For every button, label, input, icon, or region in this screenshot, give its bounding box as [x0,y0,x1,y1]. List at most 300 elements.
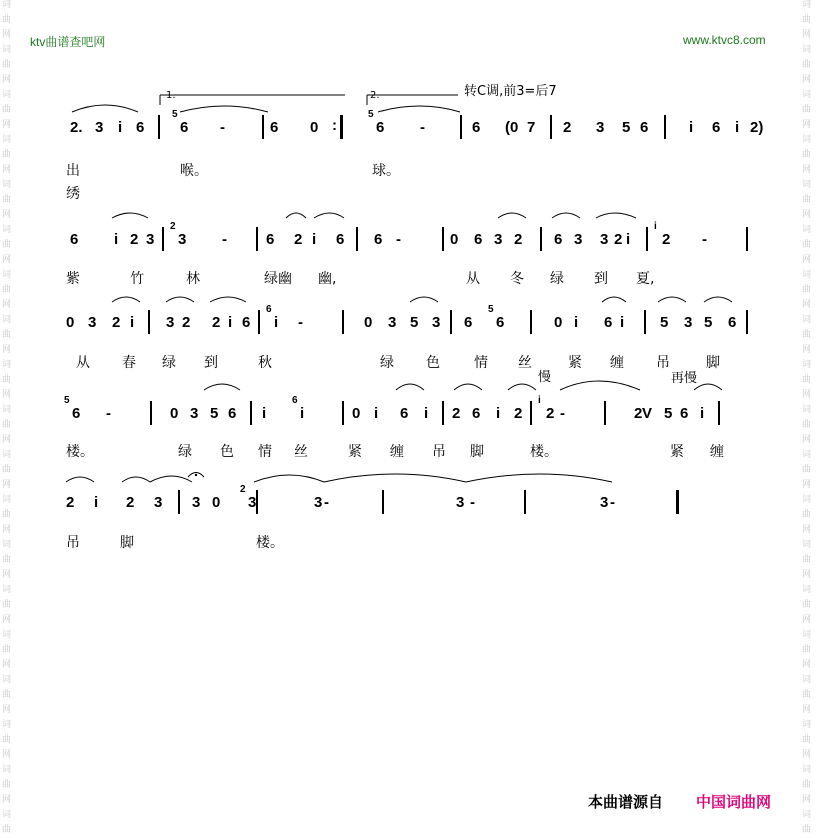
watermark-char: 词 [802,450,812,460]
slur [204,384,240,390]
note: 6 [474,231,483,248]
watermark-char: 词 [802,135,812,145]
note: 3 [154,494,163,511]
note: 2 [212,314,221,331]
note: 6 [472,119,481,136]
note: 3 [88,314,97,331]
note: 6 [70,231,79,248]
watermark-char: 曲 [802,465,812,475]
lyric: 吊 [432,444,446,460]
watermark-char: 网 [802,120,812,130]
note: 5 [622,119,631,136]
barline [262,115,264,139]
dash: - [420,119,425,136]
note: 6 [464,314,473,331]
note: 2 [546,405,555,422]
watermark-char: 网 [802,345,812,355]
watermark-char: 曲 [2,600,12,610]
slur [596,213,636,218]
watermark-char: 词 [2,45,12,55]
note: 3 [146,231,155,248]
grace-note: 6 [266,304,272,315]
watermark-char: 网 [2,30,12,40]
watermark-char: 词 [802,45,812,55]
note: 6 [270,119,279,136]
lyric: 绣 [66,186,80,202]
note: 3 [684,314,693,331]
barline [450,310,452,334]
slur [72,105,138,112]
watermark-char: 词 [802,585,812,595]
grace-note: 2 [240,484,246,495]
note: i [626,231,631,248]
note: i [424,405,429,422]
note: i [300,405,305,422]
barline [530,310,532,334]
lyric: 缠 [610,355,624,371]
barline [342,310,344,334]
header-left-site: ktv曲谱查吧网 [30,35,106,49]
volta-first: 1. [166,90,176,101]
watermark-char: 词 [802,765,812,775]
note: i [114,231,119,248]
slur [694,384,722,390]
watermark-char: 词 [802,90,812,100]
lyric: 幽, [318,271,337,287]
note: i [496,405,501,422]
watermark-char: 网 [2,435,12,445]
grace-note: 5 [488,304,494,315]
watermark-char: 词 [802,270,812,280]
dash: - [106,405,111,422]
slur [658,297,686,302]
barline [664,115,666,139]
note: 3 [388,314,397,331]
watermark-char: 曲 [802,645,812,655]
slur [602,297,626,302]
slur [112,213,148,218]
lyric: 脚 [470,444,484,460]
note: 0 [212,494,221,511]
watermark-char: 曲 [2,465,12,475]
lyric: 楼。 [256,535,284,551]
watermark-char: 网 [2,570,12,580]
watermark-char: 曲 [802,825,812,835]
watermark-char: 曲 [2,420,12,430]
barline [162,227,164,251]
barline [250,401,252,425]
watermark-char: 曲 [802,690,812,700]
watermark-char: 曲 [2,690,12,700]
note: 3 [432,314,441,331]
note: 0 [352,405,361,422]
lyric: 情 [474,355,488,371]
slur [552,213,580,218]
lyric: 绿 [178,444,192,460]
barline [178,490,180,514]
note: 0 [364,314,373,331]
grace-note: 5 [368,109,374,120]
watermark-char: 曲 [2,15,12,25]
watermark-char: 曲 [2,735,12,745]
barline [442,227,444,251]
watermark-char: 曲 [802,240,812,250]
note: 6 [180,119,189,136]
note: 6 [680,405,689,422]
watermark-char: 网 [802,75,812,85]
watermark-char: 网 [802,795,812,805]
watermark-char: 网 [2,525,12,535]
grace-note: i [538,395,541,406]
lyric: 吊 [66,535,80,551]
watermark-char: 网 [802,255,812,265]
lyric: 绿 [550,271,564,287]
note: 0 [450,231,459,248]
watermark-char: 曲 [2,825,12,835]
watermark-char: 词 [2,810,12,820]
barline [746,227,748,251]
watermark-char: 曲 [802,600,812,610]
lyric: 紧 [348,444,362,460]
lyric: 绿 [380,355,394,371]
watermark-char: 曲 [2,645,12,655]
slur [560,381,640,390]
watermark-char: 词 [2,540,12,550]
watermark-char: 曲 [2,330,12,340]
slur [454,384,482,390]
lyric: 缠 [710,444,724,460]
note: 3 [600,494,609,511]
watermark-char: 网 [802,705,812,715]
slur [396,384,424,390]
watermark-left [0,0,16,838]
watermark-char: 词 [2,495,12,505]
note: i [94,494,99,511]
grace-note: 2 [170,221,176,232]
watermark-char: 词 [802,225,812,235]
watermark-char: 曲 [2,60,12,70]
barline [530,401,532,425]
note: 5 [704,314,713,331]
lyric: 冬 [510,271,524,287]
watermark-char: 网 [802,615,812,625]
watermark-char: 词 [802,810,812,820]
watermark-char: 网 [802,480,812,490]
note: i [700,405,705,422]
note: i [130,314,135,331]
watermark-char: 词 [2,405,12,415]
grace-note: 6 [292,395,298,406]
lyric: 林 [186,271,200,287]
watermark-char: 网 [2,795,12,805]
lyric: 竹 [130,271,144,287]
note: 0 [170,405,179,422]
slur [498,213,526,218]
watermark-char: 网 [2,390,12,400]
slur [150,476,192,482]
watermark-char: 词 [2,315,12,325]
note: 6 [640,119,649,136]
watermark-char: 网 [802,435,812,445]
note: 2 [452,405,461,422]
watermark-char: 词 [802,360,812,370]
watermark-char: 网 [2,300,12,310]
watermark-char: 网 [802,660,812,670]
lyric: 从 [76,355,90,371]
lyric: 出 [66,163,80,179]
barline [148,310,150,334]
watermark-char: 网 [2,255,12,265]
tempo-slower: 再慢 [671,371,698,386]
lyric: 情 [258,444,272,460]
watermark-char: 曲 [802,780,812,790]
lyric: 脚 [120,535,134,551]
watermark-char: 网 [2,615,12,625]
final-barline [676,490,679,514]
note: 3 [95,119,104,136]
dash: - [560,405,565,422]
lyric: 绿 [162,355,176,371]
note: 2 [294,231,303,248]
note: 2 [514,405,523,422]
note: 6 [376,119,385,136]
note: 5 [664,405,673,422]
note: 2 [662,231,671,248]
note: 6 [374,231,383,248]
slur [286,213,306,218]
watermark-char: 网 [802,750,812,760]
dash: - [610,494,615,511]
slur [210,297,246,302]
dash: - [222,231,227,248]
barline [356,227,358,251]
watermark-char: 曲 [802,105,812,115]
watermark-char: 网 [802,30,812,40]
header-right-url: www.ktvc8.com [683,33,766,47]
watermark-char: 曲 [802,375,812,385]
dash: - [470,494,475,511]
tempo-slow: 慢 [538,370,552,385]
note: 6 [72,405,81,422]
lyric: 楼。 [66,444,94,460]
note: 6 [728,314,737,331]
barline [718,401,720,425]
watermark-char: 曲 [2,285,12,295]
note: i [574,314,579,331]
note: 5 [410,314,419,331]
note: i [118,119,123,136]
grace-note: i [654,221,657,232]
note: i [262,405,267,422]
slur [704,297,732,302]
lyric: 球。 [372,163,400,179]
note: i [312,231,317,248]
watermark-char: 词 [2,765,12,775]
barline [746,310,748,334]
note: 0 [310,119,319,136]
watermark-char: 曲 [802,60,812,70]
barline [550,115,552,139]
note: 3 [314,494,323,511]
watermark-char: 词 [2,720,12,730]
watermark-char: 词 [2,225,12,235]
note: 6 [554,231,563,248]
note: 3 [456,494,465,511]
watermark-char: 曲 [802,15,812,25]
watermark-char: 词 [802,540,812,550]
watermark-char: 词 [2,180,12,190]
slur [466,474,612,482]
lyric: 紧 [568,355,582,371]
note: 2 [66,494,75,511]
slur [508,384,536,390]
barline [382,490,384,514]
watermark-right [800,0,816,838]
watermark-char: 词 [2,135,12,145]
watermark-char: 词 [2,0,12,10]
watermark-char: 曲 [2,510,12,520]
key-change-label: 转C调,前3=后7 [464,84,557,99]
note: 0 [554,314,563,331]
note: i [735,119,740,136]
watermark-char: 曲 [2,780,12,790]
slur [112,297,140,302]
watermark-char: 网 [802,210,812,220]
dash: - [298,314,303,331]
watermark-char: 曲 [802,555,812,565]
note: (0 [505,119,519,136]
watermark-char: 网 [802,570,812,580]
note: 6 [136,119,145,136]
slur [378,106,460,112]
watermark-char: 网 [2,120,12,130]
note: i [228,314,233,331]
note: 2 [130,231,139,248]
lyric: 到 [204,355,218,371]
note: 2. [70,119,83,136]
watermark-char: 网 [802,525,812,535]
slur [122,477,150,482]
watermark-char: 词 [802,405,812,415]
lyric: 夏, [636,271,655,287]
watermark-char: 词 [2,585,12,595]
note: 3 [192,494,201,511]
watermark-char: 词 [802,495,812,505]
dash: - [324,494,329,511]
watermark-char: 词 [2,675,12,685]
barline [158,115,160,139]
dash: - [220,119,225,136]
note: 2 [563,119,572,136]
slur [314,213,344,218]
watermark-char: 词 [802,180,812,190]
slur [410,297,438,302]
note: 2 [112,314,121,331]
slur [66,477,94,482]
lyric: 绿幽 [264,271,292,287]
note: 0 [66,314,75,331]
watermark-char: 网 [2,210,12,220]
barline [258,310,260,334]
lyric: 丝 [294,444,308,460]
note: 2 [182,314,191,331]
note: 6 [336,231,345,248]
watermark-char: 曲 [802,150,812,160]
note: i [274,314,279,331]
watermark-char: 网 [2,75,12,85]
note: 7 [527,119,536,136]
note: 2 [634,405,643,422]
watermark-char: 曲 [2,195,12,205]
note: 3 [166,314,175,331]
note: 6 [496,314,505,331]
footer-site-name: 中国词曲网 [696,793,772,811]
watermark-char: 词 [2,270,12,280]
note: 5 [210,405,219,422]
breath-mark: V [642,405,653,422]
repeat-dots: : [332,117,337,134]
grace-note: 5 [172,109,178,120]
dash: - [396,231,401,248]
note: 3 [596,119,605,136]
lyric: 色 [426,355,440,371]
slur [324,474,466,482]
barline [256,490,258,514]
note: i [689,119,694,136]
note: 6 [266,231,275,248]
watermark-char: 曲 [2,375,12,385]
watermark-char: 曲 [802,195,812,205]
volta-second: 2. [370,90,380,101]
slur [254,475,324,482]
note: 3 [190,405,199,422]
note: 2) [750,119,764,136]
watermark-char: 曲 [2,240,12,250]
note: 3 [178,231,187,248]
lyric: 紫 [66,271,80,287]
barline [342,401,344,425]
slur [180,106,268,112]
note: 3 [600,231,609,248]
note: 5 [660,314,669,331]
note: i [374,405,379,422]
watermark-char: 网 [2,660,12,670]
watermark-char: 词 [802,675,812,685]
lyric: 丝 [518,355,532,371]
lyric: 脚 [706,355,720,371]
grace-note: 5 [64,395,70,406]
footer-source-label: 本曲谱源自 [588,793,664,811]
lyric: 缠 [390,444,404,460]
watermark-char: 曲 [802,510,812,520]
note: 2 [614,231,623,248]
watermark-char: 词 [802,720,812,730]
final-barline [340,115,343,139]
lyric: 春 [122,355,136,371]
note: 6 [604,314,613,331]
barline [524,490,526,514]
watermark-char: 网 [2,480,12,490]
note: 3 [494,231,503,248]
lyric: 从 [466,271,480,287]
barline [150,401,152,425]
lyric: 到 [594,271,608,287]
note: 6 [228,405,237,422]
watermark-char: 词 [802,0,812,10]
watermark-char: 曲 [2,150,12,160]
watermark-char: 词 [802,630,812,640]
watermark-char: 网 [802,300,812,310]
